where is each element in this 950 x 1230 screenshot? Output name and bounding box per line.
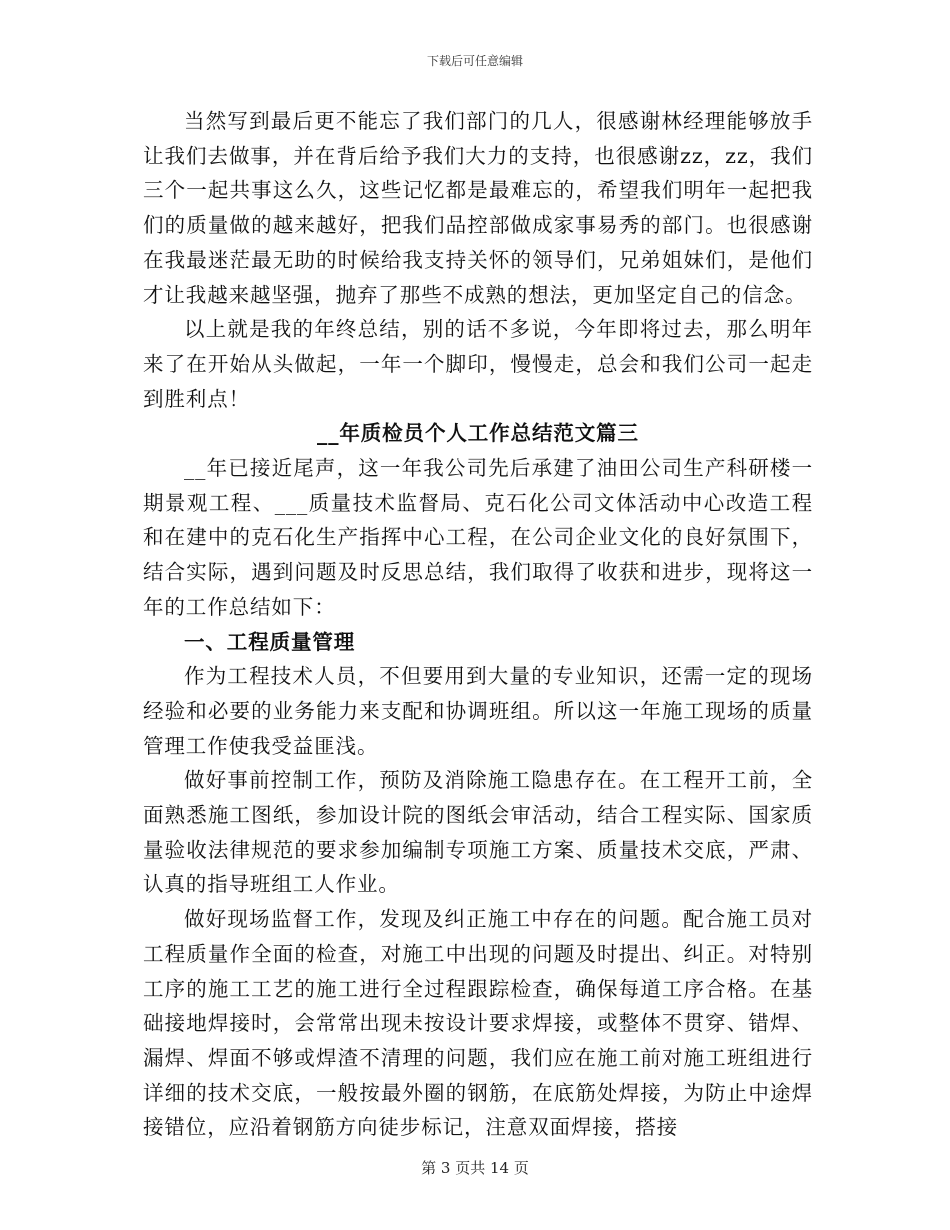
section-heading-quality: 一、工程质量管理 xyxy=(184,629,356,654)
paragraph-closing: 以上就是我的年终总结，别的话不多说，今年即将过去，那么明年来了在开始从头做起，一年一个脚印，慢慢走，总会和我们公司一起走到胜利点！ xyxy=(143,317,813,411)
page-number: 第 3 页共 14 页 xyxy=(421,1159,529,1177)
page-header-note: 下载后可任意编辑 xyxy=(426,54,523,68)
section-title: __年质检员个人工作总结范文篇三 xyxy=(317,421,639,446)
paragraph-site-supervision: 做好现场监督工作，发现及纠正施工中存在的问题。配合施工员对工程质量作全面的检查，对施工中出现的问题及时提出、纠正。对特别工序的施工工艺的施工进行全过程跟踪检查，确保每道工序合格。在基础接地焊接时，会常常出现未按设计要求焊接，或整体不贯穿、错焊、漏焊、焊面不够或焊渣不清理的问题，我们应在施工前对施工班组进行详细的技术交底，一般按最外圈的钢筋，在底筋处焊接，为防止中途焊接错位，应沿着钢筋方向徒步标记，注意双面焊接，搭接 xyxy=(143,907,813,1140)
document-body xyxy=(143,104,813,1145)
paragraph-quality-intro: 作为工程技术人员，不但要用到大量的专业知识，还需一定的现场经验和必要的业务能力来支配和协调班组。所以这一年施工现场的质量管理工作使我受益匪浅。 xyxy=(143,664,813,758)
paragraph-pre-control: 做好事前控制工作，预防及消除施工隐患存在。在工程开工前，全面熟悉施工图纸，参加设计院的图纸会审活动，结合工程实际、国家质量验收法律规范的要求参加编制专项施工方案、质量技术交底，严肃、认真的指导班组工人作业。 xyxy=(143,768,813,897)
paragraph-intro: __年已接近尾声，这一年我公司先后承建了油田公司生产科研楼一期景观工程、___质量技术监督局、克石化公司文体活动中心改造工程和在建中的克石化生产指挥中心工程，在公司企业文化的良好氛围下，结合实际，遇到问题及时反思总结，我们取得了收获和进步，现将这一年的工作总结如下： xyxy=(143,456,813,619)
paragraph-thanks: 当然写到最后更不能忘了我们部门的几人，很感谢林经理能够放手让我们去做事，并在背后给予我们大力的支持，也很感谢zz，zz，我们三个一起共事这么久，这些记忆都是最难忘的，希望我们明年一起把我们的质量做的越来越好，把我们品控部做成家事易秀的部门。也很感谢在我最迷茫最无助的时候给我支持关怀的领导们，兄弟姐妹们，是他们才让我越来越坚强，抛弃了那些不成熟的想法，更加坚定自己的信念。 xyxy=(143,109,813,307)
